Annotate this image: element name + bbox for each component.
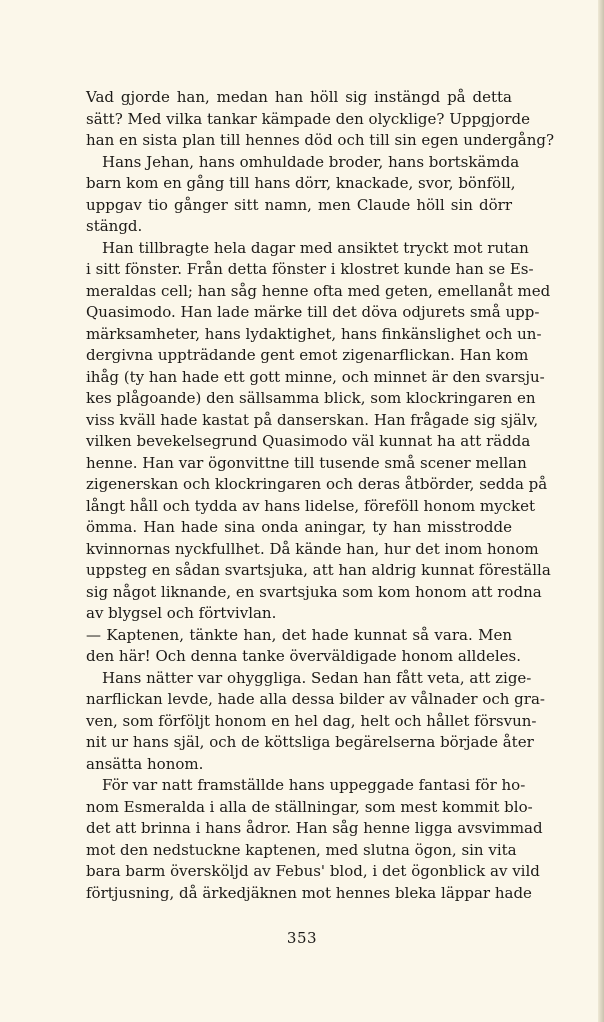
text-line: uppgav tio gånger sitt namn, men Claude höll sin dörr xyxy=(86,195,512,214)
text-line: det att brinna i hans ådror. Han såg henne ligga avsvimmad xyxy=(86,819,543,837)
text-line: den här! Och denna tanke överväldigade honom alldeles. xyxy=(86,647,521,665)
text-line: uppsteg en sådan svartsjuka, att han aldrig kunnat föreställa xyxy=(86,561,551,579)
page-number: 353 xyxy=(286,929,318,947)
text-line: ven, som förföljt honom en hel dag, helt och hållet försvun- xyxy=(86,711,537,730)
body-text xyxy=(86,87,555,904)
text-line: sätt? Med vilka tankar kämpade den olycklige? Uppgjorde xyxy=(86,109,530,128)
text-line: narflickan levde, hade alla dessa bilder av vålnader och gra- xyxy=(86,690,545,708)
paragraph xyxy=(86,668,545,776)
text-line: zigenerskan och klockringaren och deras åtbörder, sedda på xyxy=(86,475,548,493)
text-line: Vad gjorde han, medan han höll sig instängd på detta xyxy=(86,88,512,106)
text-line: långt håll och tydda av hans lidelse, föreföll honom mycket xyxy=(86,496,535,515)
text-line: märksamheter, hans lydaktighet, hans finkänslighet och un- xyxy=(86,324,542,343)
text-line: meraldas cell; han såg henne ofta med geten, emellanåt med xyxy=(86,281,551,300)
paragraph xyxy=(86,238,551,625)
text-line: viss kväll hade kastat på danserskan. Han frågade sig själv, xyxy=(86,410,539,429)
text-line: vilken bevekelsegrund Quasimodo väl kunnat ha att rädda xyxy=(86,432,531,450)
paragraph xyxy=(86,152,520,238)
text-line: bara barm översköljd av Febus' blod, i det ögonblick av vild xyxy=(86,862,540,880)
text-line: — Kaptenen, tänkte han, det hade kunnat så vara. Men xyxy=(86,625,512,644)
text-line: mot den nedstuckne kaptenen, med slutna ögon, sin vita xyxy=(86,840,517,859)
text-line: av blygsel och förtvivlan. xyxy=(86,604,277,622)
text-line: i sitt fönster. Från detta fönster i klostret kunde han se Es- xyxy=(86,260,534,278)
text-line: förtjusning, då ärkedjäknen mot hennes bleka läppar hade xyxy=(86,883,532,902)
text-line: nom Esmeralda i alla de ställningar, som mest kommit blo- xyxy=(86,797,533,816)
text-line: barn kom en gång till hans dörr, knackade, svor, bönföll, xyxy=(86,174,516,192)
text-line: han en sista plan till hennes död och till sin egen undergång? xyxy=(86,131,555,149)
text-line: stängd. xyxy=(86,217,143,235)
text-line: Hans Jehan, hans omhuldade broder, hans bortskämda xyxy=(102,152,520,171)
text-line: dergivna uppträdande gent emot zigenarflickan. Han kom xyxy=(86,346,529,364)
paragraph xyxy=(86,775,543,904)
text-line: ihåg (ty han hade ett gott minne, och minnet är den svarsju- xyxy=(86,367,545,386)
text-line: nit ur hans själ, och de köttsliga begärelserna började åter xyxy=(86,733,534,751)
text-line: kvinnornas nyckfullhet. Då kände han, hur det inom honom xyxy=(86,539,539,558)
text-line: Han tillbragte hela dagar med ansiktet tryckt mot rutan xyxy=(102,238,529,257)
paragraph xyxy=(86,87,555,152)
text-line: sig något liknande, en svartsjuka som kom honom att rodna xyxy=(86,582,542,601)
text-line: ömma. Han hade sina onda aningar, ty han misstrodde xyxy=(86,518,512,536)
text-line: För var natt framställde hans uppeggade fantasi för ho- xyxy=(102,776,526,794)
text-line: Quasimodo. Han lade märke till det döva odjurets små upp- xyxy=(86,303,540,321)
text-line: kes plågoande) den sällsamma blick, som klockringaren en xyxy=(86,389,536,407)
text-line: ansätta honom. xyxy=(86,754,204,773)
text-line: Hans nätter var ohyggliga. Sedan han fått veta, att zige- xyxy=(102,668,532,687)
page-edge-shadow xyxy=(598,0,604,1022)
paragraph xyxy=(86,625,521,668)
text-line: henne. Han var ögonvittne till tusende små scener mellan xyxy=(86,453,527,472)
